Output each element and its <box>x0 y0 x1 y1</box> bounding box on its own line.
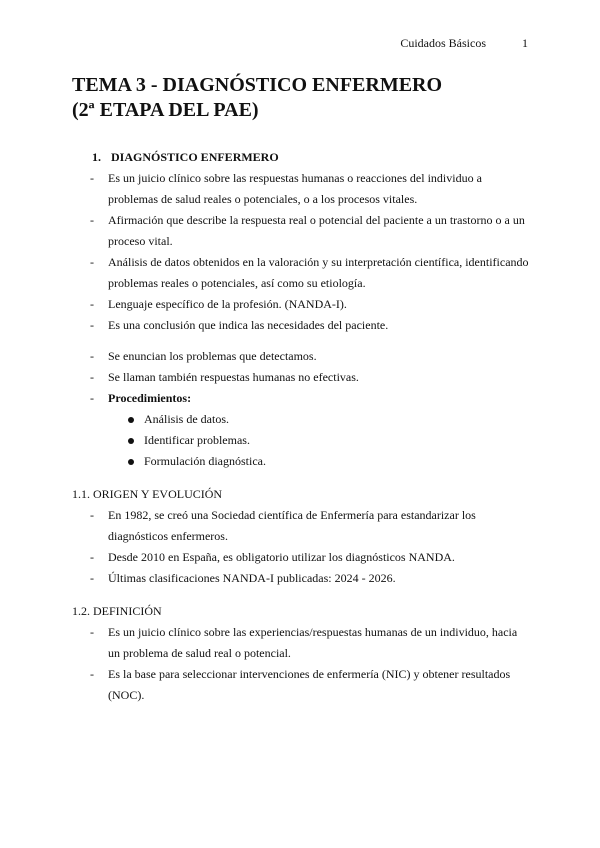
list-item <box>72 168 532 210</box>
section-1-number: 1. <box>92 150 101 164</box>
bullet-icon <box>128 417 134 423</box>
list-item-text: Se enuncian los problemas que detectamos. <box>108 349 317 363</box>
header-course-title: Cuidados Básicos <box>400 36 486 50</box>
procedure-item <box>72 451 532 472</box>
section-1-2-list <box>72 622 532 706</box>
document-body <box>72 147 532 706</box>
title-line-2: (2ª ETAPA DEL PAE) <box>72 99 259 121</box>
list-item-text: Análisis de datos obtenidos en la valoración y su interpretación científica, identificando problemas reales o potenciales, así como su etiología. <box>108 255 529 290</box>
dash-marker: - <box>90 625 94 639</box>
header-page-number: 1 <box>522 36 528 50</box>
dash-marker: - <box>90 550 94 564</box>
dash-marker: - <box>90 255 94 269</box>
dash-marker: - <box>90 571 94 585</box>
section-1-heading <box>92 147 532 168</box>
dash-marker: - <box>90 370 94 384</box>
list-item-text: Se llaman también respuestas humanas no efectivas. <box>108 370 359 384</box>
procedure-text: Identificar problemas. <box>144 433 250 447</box>
list-item <box>72 622 532 664</box>
list-item <box>72 367 532 388</box>
bullet-icon <box>128 459 134 465</box>
list-item-text: Afirmación que describe la respuesta real o potencial del paciente a un trastorno o a un proceso vital. <box>108 213 525 248</box>
list-item-text: Desde 2010 en España, es obligatorio utilizar los diagnósticos NANDA. <box>108 550 455 564</box>
procedures-label: Procedimientos: <box>108 391 192 405</box>
section-1-title: DIAGNÓSTICO ENFERMERO <box>111 150 279 164</box>
section-1-list-2 <box>72 346 532 409</box>
section-1-1-list <box>72 505 532 589</box>
procedure-item <box>72 430 532 451</box>
list-item-text: Es la base para seleccionar intervenciones de enfermería (NIC) y obtener resultados (NOC). <box>108 667 511 702</box>
title-line-1: TEMA 3 - DIAGNÓSTICO ENFERMERO <box>72 74 443 96</box>
bullet-icon <box>128 438 134 444</box>
list-item <box>72 294 532 315</box>
section-1-2-heading: 1.2. DEFINICIÓN <box>72 604 162 618</box>
procedure-text: Formulación diagnóstica. <box>144 454 266 468</box>
procedures-list <box>72 409 532 472</box>
list-item-text: Últimas clasificaciones NANDA-I publicadas: 2024 - 2026. <box>108 571 396 585</box>
document-title <box>72 73 442 123</box>
list-item-text: En 1982, se creó una Sociedad científica de Enfermería para estandarizar los diagnósticos enfermeros. <box>108 508 476 543</box>
procedure-text: Análisis de datos. <box>144 412 229 426</box>
section-1-list <box>72 168 532 336</box>
list-item <box>72 315 532 336</box>
list-item-text: Es una conclusión que indica las necesidades del paciente. <box>108 318 389 332</box>
list-item <box>72 346 532 367</box>
dash-marker: - <box>90 297 94 311</box>
dash-marker: - <box>90 171 94 185</box>
list-item <box>72 664 532 706</box>
list-item <box>72 547 532 568</box>
section-1-1-heading: 1.1. ORIGEN Y EVOLUCIÓN <box>72 487 223 501</box>
list-item-text: Es un juicio clínico sobre las respuestas humanas o reacciones del individuo a problemas de salud reales o potenciales, o a los procesos vitales. <box>108 171 482 206</box>
list-item <box>72 252 532 294</box>
list-item-text: Es un juicio clínico sobre las experiencias/respuestas humanas de un individuo, hacia un problema de salud real o potencial. <box>108 625 518 660</box>
procedure-item <box>72 409 532 430</box>
list-item <box>72 210 532 252</box>
dash-marker: - <box>90 391 94 405</box>
list-item <box>72 505 532 547</box>
page-header <box>400 36 528 51</box>
dash-marker: - <box>90 349 94 363</box>
dash-marker: - <box>90 318 94 332</box>
list-item <box>72 388 532 409</box>
list-item-text: Lenguaje específico de la profesión. (NANDA-I). <box>108 297 347 311</box>
dash-marker: - <box>90 508 94 522</box>
list-item <box>72 568 532 589</box>
dash-marker: - <box>90 213 94 227</box>
dash-marker: - <box>90 667 94 681</box>
